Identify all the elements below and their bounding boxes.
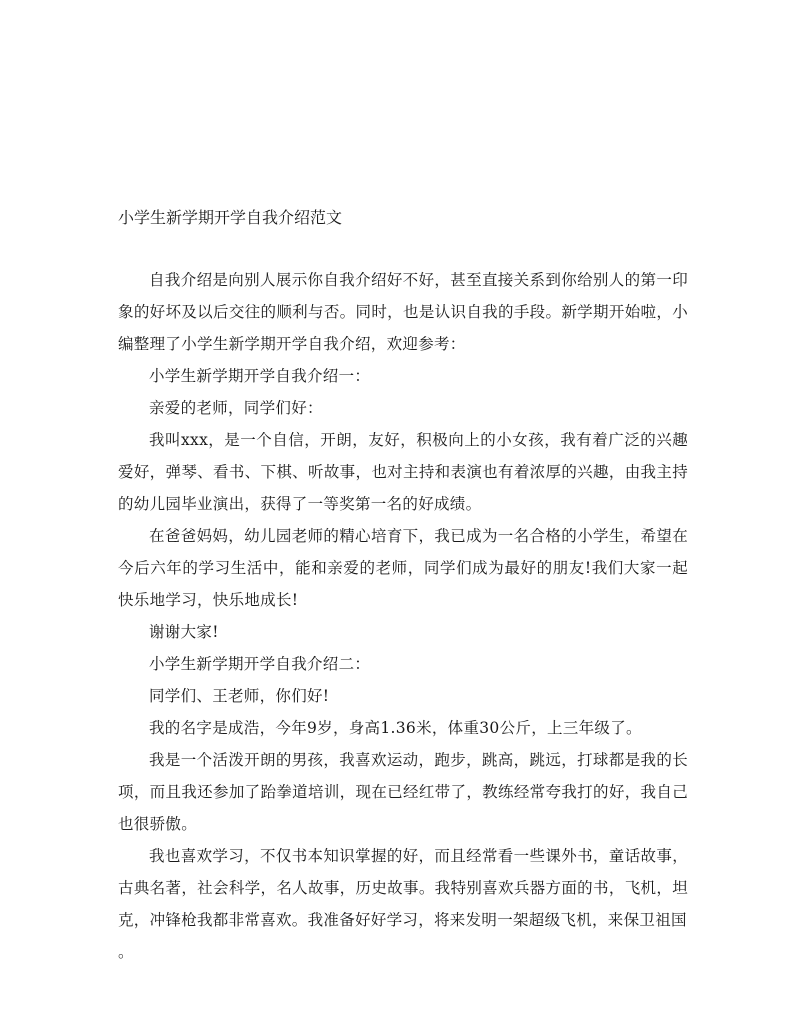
- closing-thanks: 谢谢大家!: [149, 623, 219, 641]
- document-title: 小学生新学期开学自我介绍范文: [118, 208, 343, 227]
- paragraph: 在爸爸妈妈，幼儿园老师的精心培育下，我已成为一名合格的小学生，希望在今后六年的学习生活中，能和亲爱的老师，同学们成为最好的朋友!我们大家一起快乐地学习，快乐地成长!: [118, 527, 688, 609]
- paragraph: 我叫xxx，是一个自信，开朗，友好，积极向上的小女孩，我有着广泛的兴趣爱好，弹琴、看书、下棋、听故事，也对主持和表演也有着浓厚的兴趣，由我主持的幼儿园毕业演出，获得了一等奖第一名的好成绩。: [118, 431, 688, 513]
- document-body: [118, 264, 688, 968]
- paragraph: 我的名字是成浩，今年9岁，身高1.36米，体重30公斤，上三年级了。: [149, 719, 642, 737]
- paragraph-intro: 自我介绍是向别人展示你自我介绍好不好，甚至直接关系到你给别人的第一印象的好坏及以后交往的顺利与否。同时，也是认识自我的手段。新学期开始啦，小编整理了小学生新学期开学自我介绍，欢迎参考：: [118, 271, 688, 353]
- paragraph: 我也喜欢学习，不仅书本知识掌握的好，而且经常看一些课外书，童话故事，古典名著，社会科学，名人故事，历史故事。我特别喜欢兵器方面的书，飞机，坦克，冲锋枪我都非常喜欢。我准备好好学习，将来发明一架超级飞机，来保卫祖国: [118, 847, 688, 929]
- greeting-two: 同学们、王老师，你们好!: [149, 687, 330, 705]
- trailing-punctuation: 。: [118, 943, 134, 961]
- greeting-one: 亲爱的老师，同学们好：: [149, 399, 323, 417]
- paragraph: 我是一个活泼开朗的男孩，我喜欢运动，跑步，跳高，跳远，打球都是我的长项，而且我还参加了跆拳道培训，现在已经红带了，教练经常夸我打的好，我自己也很骄傲。: [118, 751, 688, 833]
- section-heading-two: 小学生新学期开学自我介绍二：: [149, 655, 371, 673]
- section-heading-one: 小学生新学期开学自我介绍一：: [149, 367, 371, 385]
